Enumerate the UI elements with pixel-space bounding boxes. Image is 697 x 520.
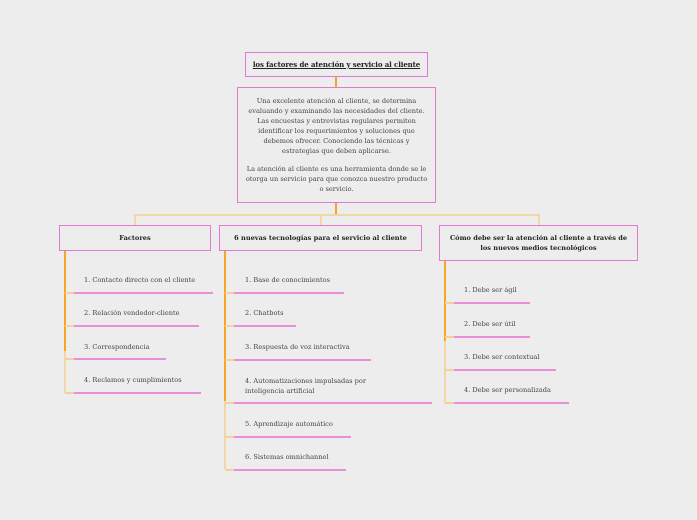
branch-3-stub-2 bbox=[445, 336, 454, 338]
branch-1-stub-1 bbox=[65, 292, 74, 294]
tecnologias-item-1[interactable]: 1. Base de conocimientos bbox=[245, 276, 330, 284]
tecnologias-item-3[interactable]: 3. Respuesta de voz interactiva bbox=[245, 343, 350, 351]
factores-item-3[interactable]: 3. Correspondencia bbox=[84, 343, 150, 351]
tecnologias-item-5[interactable]: 5. Aprendizaje automático bbox=[245, 420, 333, 428]
root-title-node[interactable] bbox=[245, 52, 428, 77]
como-item-4[interactable]: 4. Debe ser personalizada bbox=[464, 386, 551, 394]
factores-item-2-underline bbox=[74, 325, 199, 327]
description-paragraph-1: Una excelente atención al cliente, se determina evaluando y examinando las necesidades del cliente. Las encuestas y entrevistas regulares permiten identificar los requerimientos y soluciones que debemos ofrecer. Conociendo las técnicas y estrategias que deben aplicarse. bbox=[248, 97, 425, 155]
factores-item-4[interactable]: 4. Reclamos y cumplimientos bbox=[84, 376, 182, 384]
tecnologias-item-2-underline bbox=[234, 325, 296, 327]
tecnologias-item-6[interactable]: 6. Sistemas omnichannel bbox=[245, 453, 329, 461]
branch-2-spine-tail bbox=[224, 401, 226, 469]
factores-item-2[interactable]: 2. Relación vendedor-cliente bbox=[84, 309, 180, 317]
como-item-1-underline bbox=[454, 302, 530, 304]
factores-item-1-underline bbox=[74, 292, 213, 294]
tecnologias-item-6-underline bbox=[234, 469, 346, 471]
como-item-1[interactable]: 1. Debe ser ágil bbox=[464, 286, 517, 294]
branch-2-stub-2 bbox=[225, 325, 234, 327]
connector-title-desc bbox=[335, 77, 337, 87]
como-item-3[interactable]: 3. Debe ser contextual bbox=[464, 353, 540, 361]
branch-label-tecnologias: 6 nuevas tecnologías para el servicio al cliente bbox=[234, 234, 407, 242]
branch-2-stub-1 bbox=[225, 292, 234, 294]
branch-1-stub-3 bbox=[65, 358, 74, 360]
branch-node-factores[interactable] bbox=[59, 225, 211, 251]
branch-1-spine bbox=[64, 251, 66, 351]
connector-branch-2 bbox=[320, 214, 322, 225]
branch-2-stub-3 bbox=[225, 359, 234, 361]
branch-label-factores: Factores bbox=[119, 234, 151, 242]
connector-desc-trunk bbox=[335, 203, 337, 214]
description-node[interactable] bbox=[237, 87, 436, 203]
branch-1-stub-4 bbox=[65, 392, 74, 394]
como-item-3-underline bbox=[454, 369, 556, 371]
branch-3-stub-1 bbox=[445, 302, 454, 304]
branch-2-stub-5 bbox=[225, 436, 234, 438]
como-item-2-underline bbox=[454, 336, 530, 338]
connector-branch-3 bbox=[538, 214, 540, 225]
branch-2-stub-4 bbox=[225, 402, 234, 404]
branch-node-tecnologias[interactable] bbox=[219, 225, 422, 251]
tecnologias-item-1-underline bbox=[234, 292, 344, 294]
tecnologias-item-3-underline bbox=[234, 359, 371, 361]
como-item-2[interactable]: 2. Debe ser útil bbox=[464, 320, 516, 328]
branch-3-spine bbox=[444, 261, 446, 341]
connector-horizontal-bar bbox=[134, 214, 539, 216]
root-title: los factores de atención y servicio al cliente bbox=[252, 60, 421, 69]
tecnologias-item-4-line-2[interactable]: inteligencia artificial bbox=[245, 387, 315, 395]
tecnologias-item-2[interactable]: 2. Chatbots bbox=[245, 309, 284, 317]
branch-1-stub-2 bbox=[65, 325, 74, 327]
factores-item-1[interactable]: 1. Contacto directo con el cliente bbox=[84, 276, 196, 284]
tecnologias-item-5-underline bbox=[234, 436, 351, 438]
tecnologias-item-4-line-1[interactable]: 4. Automatizaciones impulsadas por bbox=[245, 377, 366, 385]
tecnologias-item-4-underline bbox=[234, 402, 432, 404]
factores-item-4-underline bbox=[74, 392, 201, 394]
branch-3-spine-tail bbox=[444, 341, 446, 403]
branch-3-stub-4 bbox=[445, 402, 454, 404]
branch-label-como-debe-ser: Cómo debe ser la atención al cliente a través de los nuevos medios tecnológicos bbox=[449, 234, 628, 252]
branch-2-stub-6 bbox=[225, 469, 234, 471]
connector-branch-1 bbox=[134, 214, 136, 225]
factores-item-3-underline bbox=[74, 358, 166, 360]
description-paragraph-2: La atención al cliente es una herramienta donde se le otorga un servicio para que conozca nuestro producto o servicio. bbox=[245, 165, 428, 193]
como-item-4-underline bbox=[454, 402, 569, 404]
branch-3-stub-3 bbox=[445, 369, 454, 371]
branch-node-como-debe-ser[interactable] bbox=[439, 225, 638, 261]
